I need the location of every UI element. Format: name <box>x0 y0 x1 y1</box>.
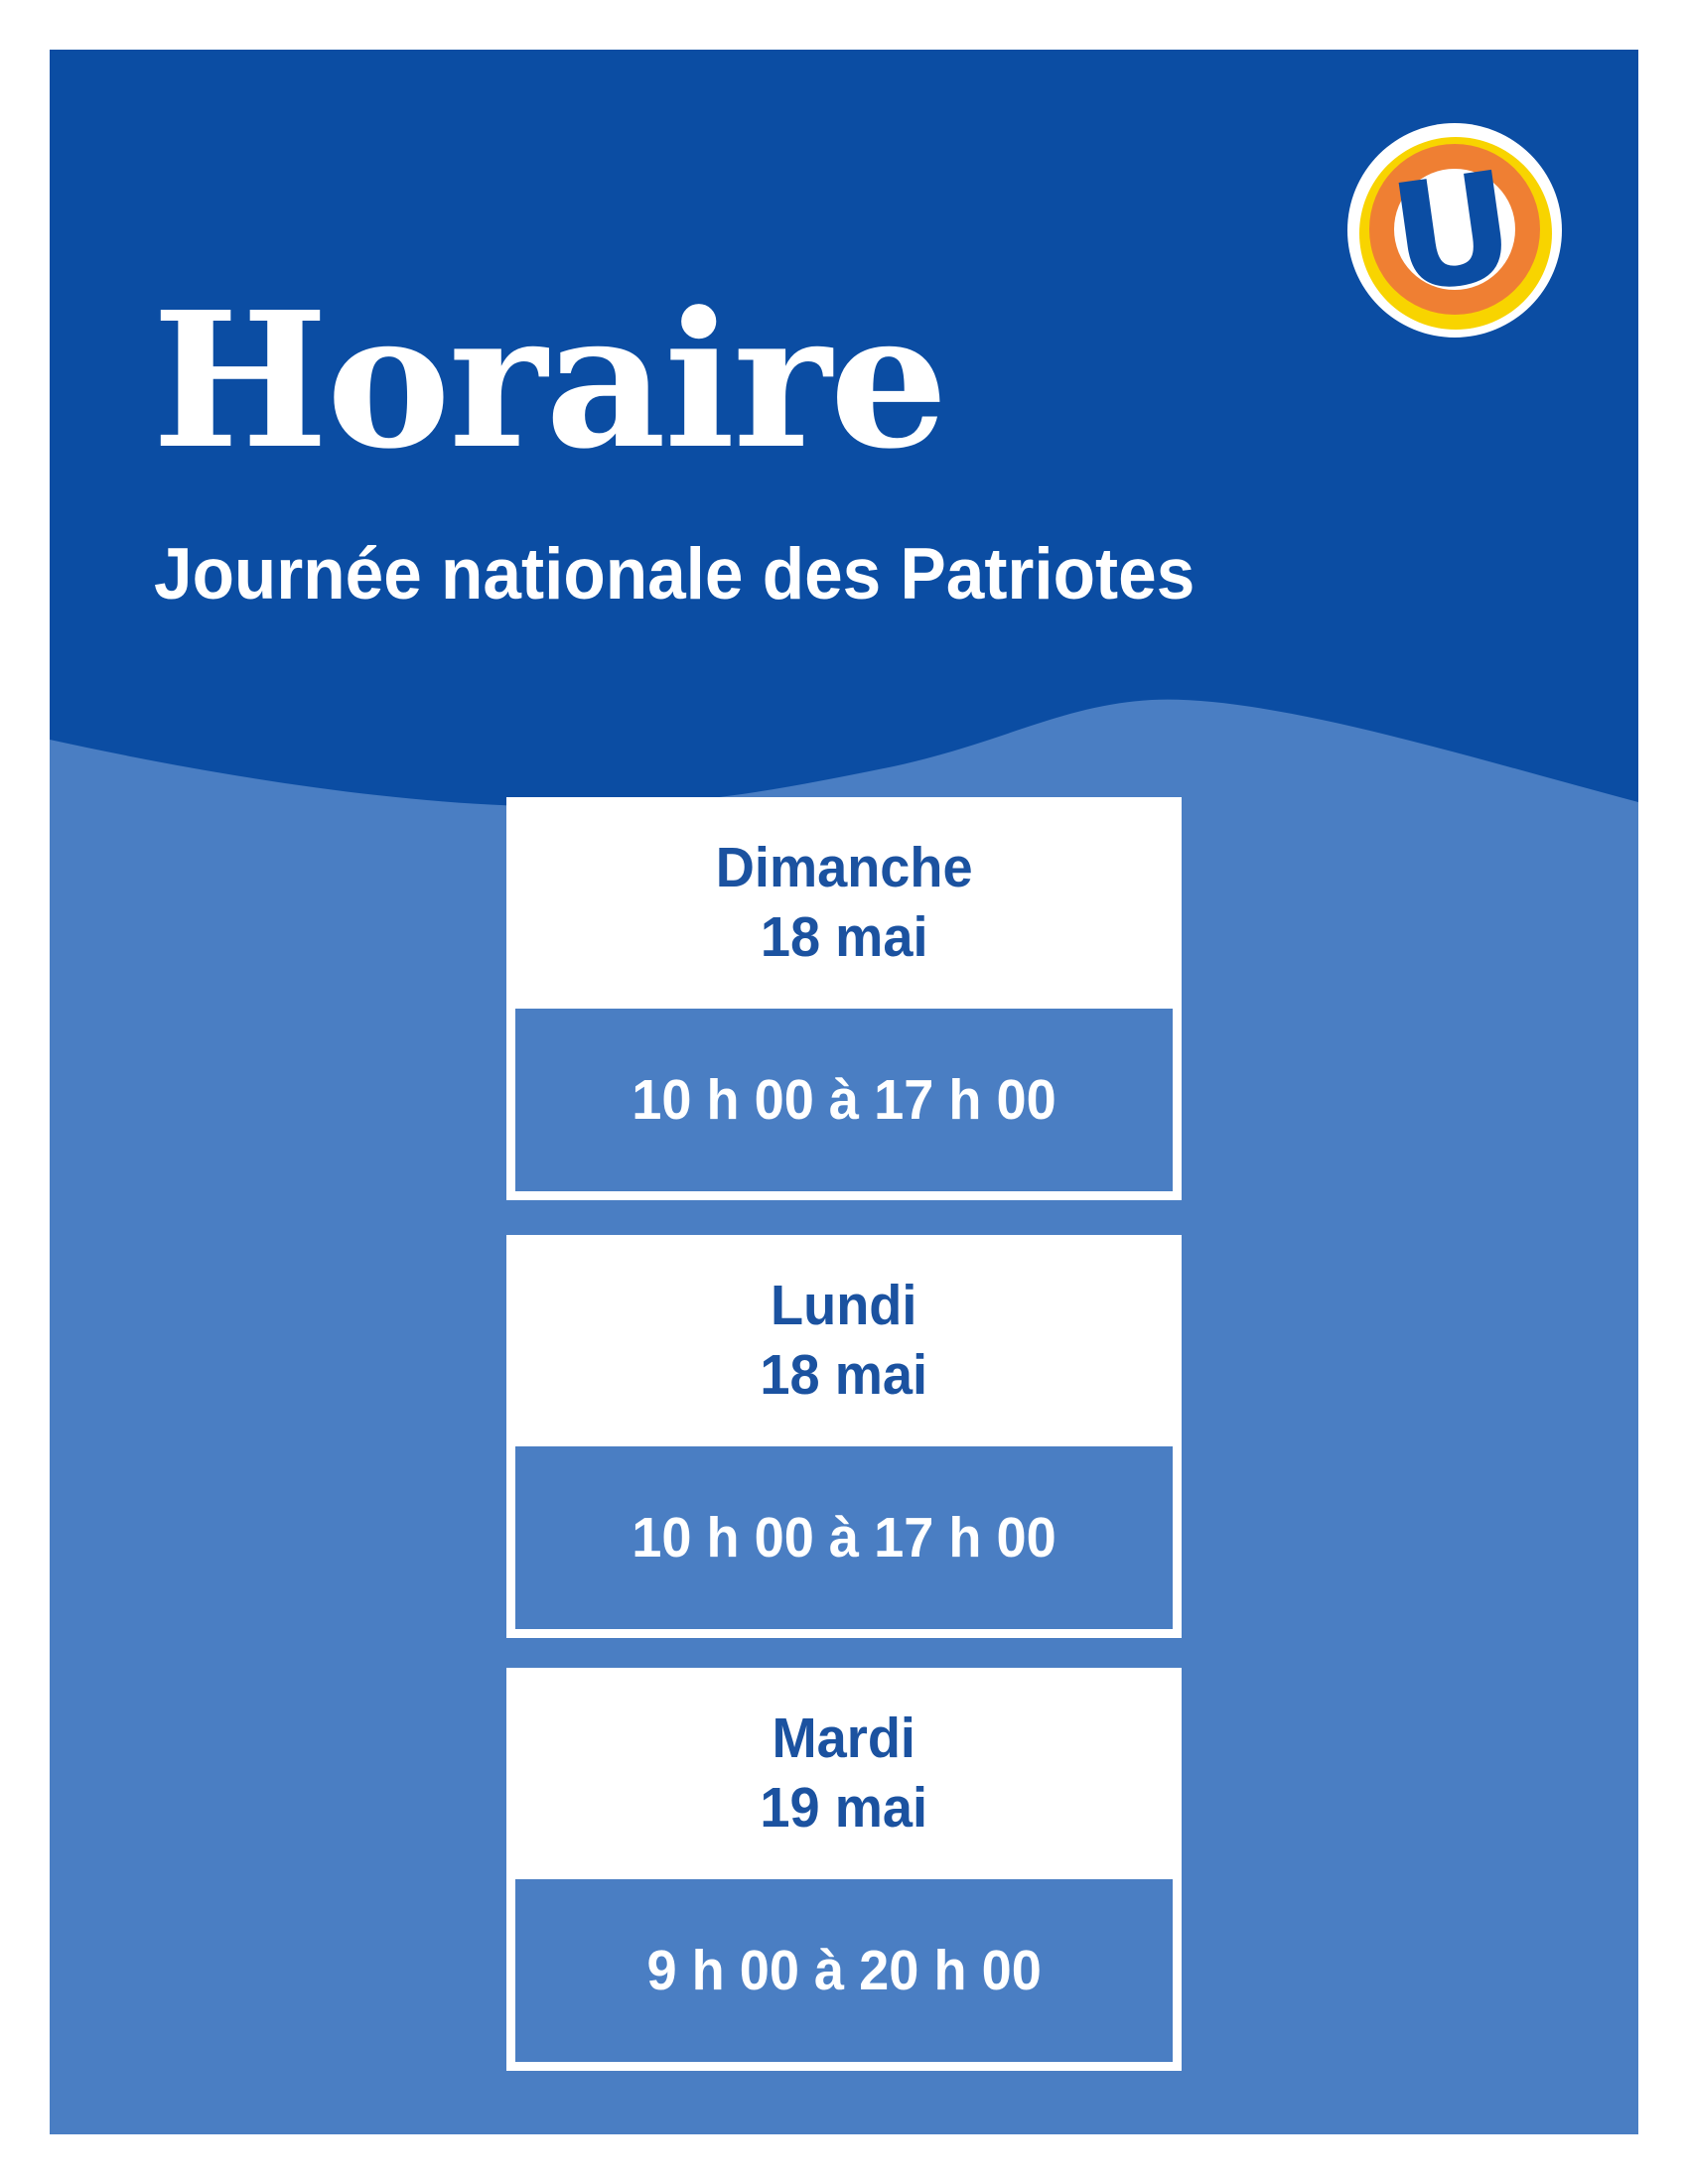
schedule-card-dimanche <box>506 797 1182 1200</box>
card-day-date-section <box>515 1235 1173 1446</box>
schedule-card-lundi <box>506 1235 1182 1638</box>
date-label: 18 mai <box>760 904 928 969</box>
day-label: Lundi <box>771 1273 917 1337</box>
date-label: 18 mai <box>760 1342 928 1407</box>
hours-box <box>515 1009 1173 1191</box>
page-subtitle-text: Journée nationale des Patriotes <box>154 534 1196 614</box>
card-day-date-text <box>716 834 973 972</box>
card-day-date-section <box>515 1668 1173 1879</box>
hours-label: 9 h 00 à 20 h 00 <box>646 1939 1042 2002</box>
hours-box <box>515 1446 1173 1629</box>
card-day-date-text <box>761 1272 928 1410</box>
card-day-date-section <box>515 797 1173 1009</box>
poster-background <box>50 50 1638 2134</box>
day-label: Mardi <box>772 1706 916 1770</box>
page-title: Horaire <box>152 271 946 490</box>
hours-box <box>515 1879 1173 2062</box>
schedule-card-mardi <box>506 1668 1182 2071</box>
u-brand-logo <box>1347 123 1562 338</box>
hours-label: 10 h 00 à 17 h 00 <box>632 1068 1056 1132</box>
date-label: 19 mai <box>760 1775 928 1840</box>
page-subtitle <box>154 535 1249 614</box>
day-label: Dimanche <box>715 835 973 899</box>
u-letter: U <box>1381 139 1525 328</box>
card-day-date-text <box>761 1705 928 1843</box>
hours-label: 10 h 00 à 17 h 00 <box>632 1506 1056 1570</box>
